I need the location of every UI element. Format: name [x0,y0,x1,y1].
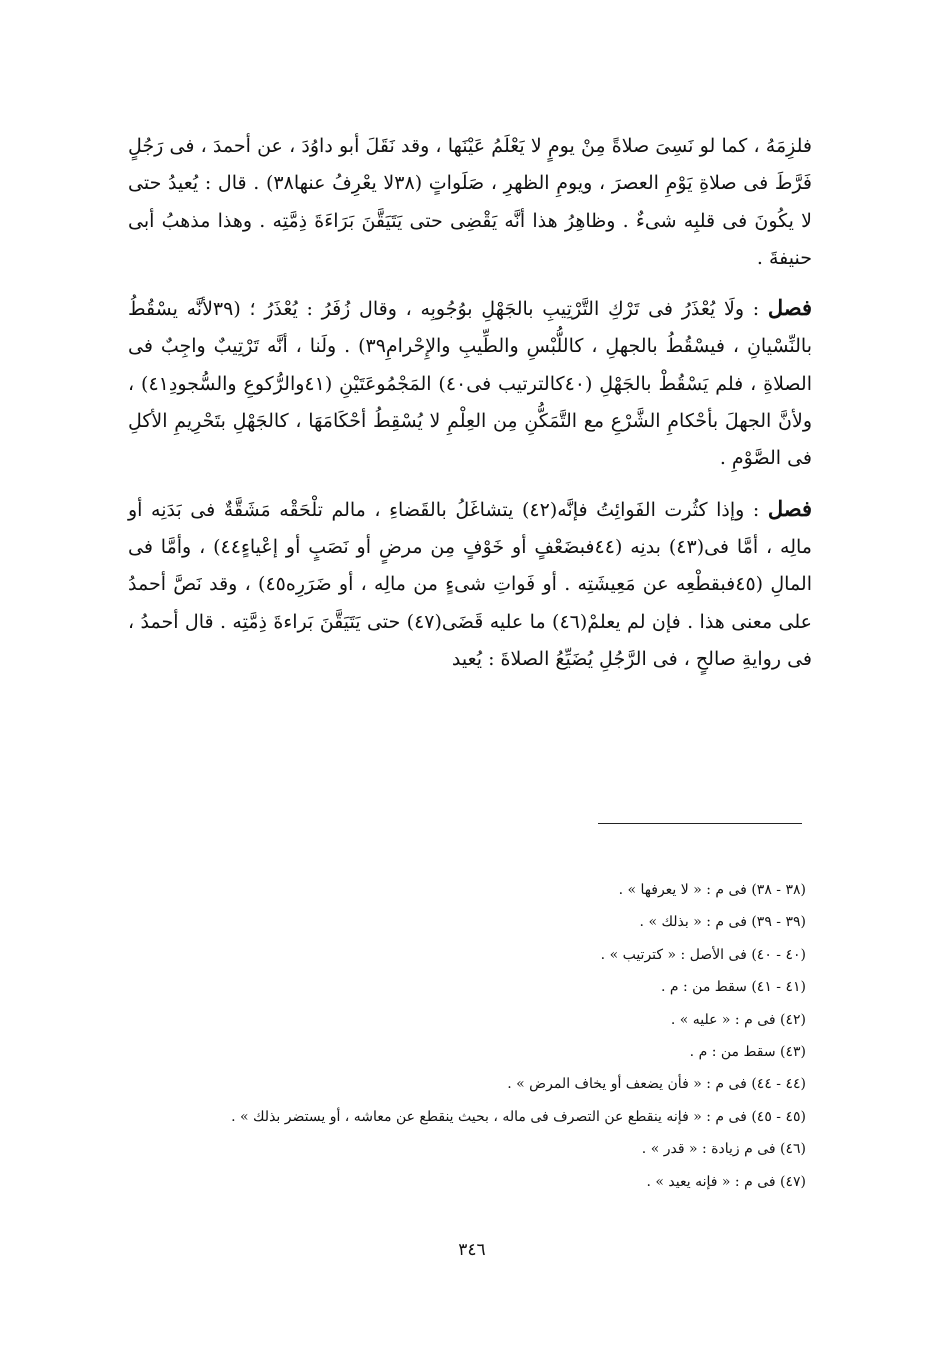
footnote-divider [598,823,802,824]
paragraph-1-text: فلزِمَهُ ، كما لو نَسِىَ صلاةً مِنْ يومٍ لا يَعْلَمُ عَيْنَها ، وقد نَقَلَ أبو داوُدَ ، عن أحمدَ ، فى رَجُلٍ فَرَّطَ فى صلاةِ يَوْمِ العصرَ ، ويومِ الظهرِ ، صَلَواتٍ (٣٨لا يعْرِفُ عنها٣٨) . قال : يُعيدُ حتى لا يكُونَ فى قلبِه شىءٌ . وظاهِرُ هذا أنَّه يَقْضِى حتى يَتَيَقَّنَ بَرَاءَةَ ذِمَّتِه . وهذا مذهبُ أبى حنيفةَ . [128,135,813,269]
page-number: ٣٤٦ [458,1240,486,1260]
paragraph-1 [128,128,812,277]
footnote: (٣٨ - ٣٨) فى م : « لا يعرفها » . [618,882,806,898]
footnote: (٤٢) فى م : « عليه » . [670,1011,806,1028]
footnote: (٤٦) فى م زيادة : « قدر » . [641,1141,806,1158]
main-text [128,128,812,690]
footnote: (٣٩ - ٣٩) فى م : « بذلك » . [639,914,806,931]
paragraph-2-text: : ولَا يُعْذَرُ فى تَرْكِ التَّرْتِيبِ بالجَهْلِ بوُجُوبِه ، وقال زُفَرُ : يُعْذَرُ ؛ (٣٩لأنَّه يسْقُطُ بالنِّسْيانِ ، فيسْقُطُ بالجهلِ ، كاللُّبْسِ والطِّيبِ والإِحْرامِ٣٩) . ولَنا ، أنَّه تَرْتِيبٌ واجِبٌ فى الصلاةِ ، فلم يَسْقُطْ بالجَهْلِ (٤٠كالترتيب فى٤٠) المَجْمُوعَتَيْنِ (٤١والرُّكوعِ والسُّجودِ٤١) ، ولأنَّ الجهلَ بأحْكامِ الشَّرْعِ مع التَّمَكُّنِ مِن العِلْمِ لا يُسْقِطُ أحْكَامَهَا ، كالجَهْلِ بتَحْرِيمِ الأكلِ فى الصَّوْمِ . [128,298,812,470]
footnote: (٤٧) فى م : « فإنه يعيد » . [646,1173,806,1190]
section-heading: فصل [767,295,812,321]
paragraph-3-text: : وإذا كثُرت الفَوائِتُ فإنَّه(٤٢) يتشاغَلُ بالقَضاءِ ، مالم تلْحَقْه مَشَقَّةٌ فى بَدَنِه أو مالِه ، أمَّا فى(٤٣) بدنِه (٤٤فبضَعْفٍ أو خَوْفٍ مِن مرضٍ أو نَصَبٍ أو إعْياءٍ٤٤) ، وأمَّا فى المالِ (٤٥فبقطْعِه عن مَعِيشَتِه . أو فَواتِ شىءٍ من مالِه ، أو ضَرَرِه٤٥) ، وقد نَصَّ أحمدُ على معنى هذا . فإن لم يعلمْ(٤٦) ما عليه قَضَى(٤٧) حتى يَتَيَقَّنَ بَراءةَ ذِمَّتِه . قال أحمدُ ، فى روايةِ صالحٍ ، فى الرَّجُلِ يُضَيِّعُ الصلاةَ : يُعيد [128,498,812,670]
footnote: (٤٠ - ٤٠) فى الأصل : « كترتيب » . [600,946,806,963]
footnote: (٤١ - ٤١) سقط من : م . [660,979,806,996]
paragraph-3 [128,490,812,678]
section-heading: فصل [767,495,812,521]
paragraph-2 [128,289,812,477]
footnote: (٤٣) سقط من : م . [689,1044,806,1061]
footnotes-list [116,874,806,1198]
footnote: (٤٤ - ٤٤) فى م : « فأن يضعف أو يخاف المرض » . [507,1076,806,1093]
footnote: (٤٥ - ٤٥) فى م : « فإنه ينقطع عن التصرف فى ماله ، بحيث ينقطع عن معاشه ، أو يستضر بذلك » . [231,1108,806,1125]
